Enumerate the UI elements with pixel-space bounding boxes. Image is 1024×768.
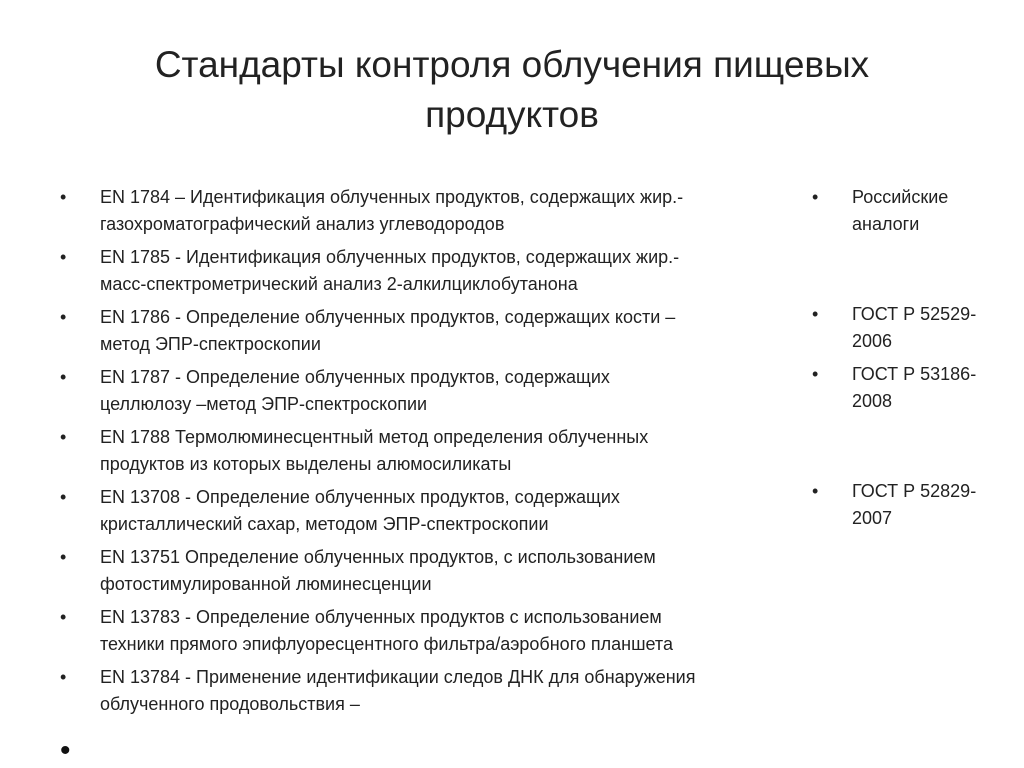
item-line-2: кристаллический сахар, методом ЭПР-спектроскопии: [100, 514, 549, 534]
bullet-icon: •: [60, 187, 67, 207]
bullet-icon: •: [60, 367, 67, 387]
item-line-2: техники прямого эпифлуоресцентного фильтра/аэробного планшета: [100, 634, 673, 654]
item-line-1: ГОСТ Р 52829-: [852, 481, 977, 501]
bullet-icon: •: [60, 607, 67, 627]
gost-item-53186: [812, 361, 1012, 415]
item-line-2: газохроматографический анализ углеводородов: [100, 214, 505, 234]
slide-title: [100, 40, 924, 140]
en-standard-item-13783: [60, 604, 795, 658]
item-line-1: EN 1785 - Идентификация облученных продуктов, содержащих жир.-: [100, 247, 680, 267]
item-line-1: EN 13708 - Определение облученных продуктов, содержащих: [100, 487, 620, 507]
item-line-2: 2008: [852, 391, 893, 411]
item-line-1: ГОСТ Р 52529-: [852, 304, 977, 324]
bullet-icon: •: [812, 481, 819, 501]
bullet-icon: •: [60, 667, 67, 687]
gost-item-52829: [812, 478, 1012, 532]
item-line-1: EN 1784 – Идентификация облученных продуктов, содержащих жир.-: [100, 187, 684, 207]
en-standard-item-13751: [60, 544, 795, 598]
bullet-icon: •: [60, 427, 67, 447]
russian-analogs-heading: [812, 184, 1012, 238]
item-line-1: EN 13751 Определение облученных продуктов, с использованием: [100, 547, 656, 567]
item-line-2: 2007: [852, 508, 893, 528]
item-line-2: аналоги: [852, 214, 920, 234]
slide-title-line-2: продуктов: [425, 94, 599, 135]
item-line-1: EN 13783 - Определение облученных продуктов с использованием: [100, 607, 662, 627]
slide-title-line-1: Стандарты контроля облучения пищевых: [154, 44, 870, 85]
item-line-2: метод ЭПР-спектроскопии: [100, 334, 321, 354]
empty-bullet-icon: •: [60, 734, 71, 767]
bullet-icon: •: [60, 487, 67, 507]
item-line-2: 2006: [852, 331, 893, 351]
en-standard-item-1784: [60, 184, 795, 238]
en-standard-item-1788: [60, 424, 795, 478]
en-standard-item-1785: [60, 244, 795, 298]
item-line-1: EN 1788 Термолюминесцентный метод определения облученных: [100, 427, 649, 447]
item-line-2: облученного продовольствия –: [100, 694, 360, 714]
item-line-1: EN 1786 - Определение облученных продуктов, содержащих кости –: [100, 307, 676, 327]
bullet-icon: •: [812, 187, 819, 207]
item-line-2: фотостимулированной люминесценции: [100, 574, 432, 594]
bullet-icon: •: [60, 547, 67, 567]
item-line-1: EN 1787 - Определение облученных продуктов, содержащих: [100, 367, 610, 387]
en-standard-item-1787: [60, 364, 795, 418]
gost-item-52529: [812, 301, 1012, 355]
en-standard-item-1786: [60, 304, 795, 358]
item-line-1: Российские: [852, 187, 949, 207]
bullet-icon: •: [812, 304, 819, 324]
bullet-icon: •: [60, 307, 67, 327]
item-line-1: ГОСТ Р 53186-: [852, 364, 977, 384]
bullet-icon: •: [60, 247, 67, 267]
item-line-1: EN 13784 - Применение идентификации следов ДНК для обнаружения: [100, 667, 696, 687]
en-standard-item-13708: [60, 484, 795, 538]
en-standard-item-13784: [60, 664, 795, 718]
item-line-2: целлюлозу –метод ЭПР-спектроскопии: [100, 394, 428, 414]
item-line-2: продуктов из которых выделены алюмосиликаты: [100, 454, 512, 474]
en-standards-list: [60, 184, 795, 724]
item-line-2: масс-спектрометрический анализ 2-алкилциклобутанона: [100, 274, 578, 294]
russian-analogs-list: [812, 184, 1012, 532]
bullet-icon: •: [812, 364, 819, 384]
